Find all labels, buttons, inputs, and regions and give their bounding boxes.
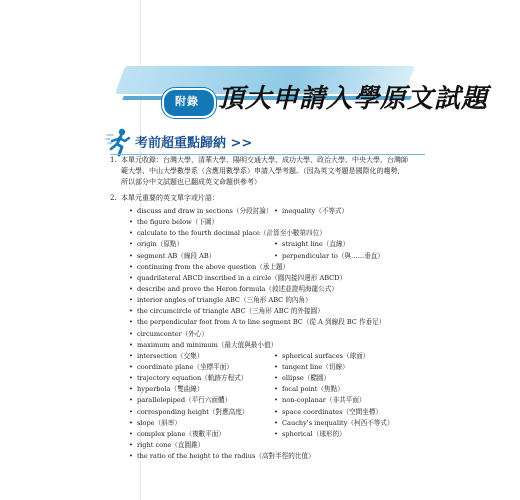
vocabulary-list	[129, 206, 410, 462]
vocabulary-term-text: segment AB（線段 AB）	[137, 251, 216, 260]
vocabulary-row	[129, 239, 410, 250]
vocabulary-term-text: maximum and minimum（最大值與最小值）	[137, 340, 278, 349]
vocabulary-row	[129, 440, 410, 451]
vocabulary-term	[129, 351, 274, 362]
bullet-icon: •	[274, 251, 278, 260]
vocabulary-term-text: tangent line（切線）	[282, 362, 349, 371]
vocabulary-row	[129, 306, 410, 317]
vocabulary-term-text: coordinate plane（坐標平面）	[137, 362, 233, 371]
vocabulary-term	[129, 407, 274, 418]
vocabulary-row	[129, 273, 410, 284]
vocabulary-term	[129, 429, 274, 440]
vocabulary-term-text: parallelepiped（平行六面體）	[137, 396, 232, 405]
bullet-icon: •	[129, 340, 133, 349]
vocabulary-term	[274, 373, 330, 384]
bullet-icon: •	[129, 296, 133, 305]
vocabulary-term	[129, 251, 274, 262]
bullet-icon: •	[129, 273, 133, 282]
vocabulary-row	[129, 206, 410, 217]
bullet-icon: •	[129, 374, 133, 383]
vocabulary-term-text: the figure below（下圖）	[137, 218, 219, 227]
vocabulary-row	[129, 418, 410, 429]
vocabulary-term-text: spherical surfaces（球面）	[282, 351, 370, 360]
bullet-icon: •	[274, 396, 278, 405]
vocabulary-term	[129, 284, 338, 295]
vocabulary-term-text: hyperbola（雙曲線）	[137, 385, 204, 394]
vocabulary-term	[129, 384, 274, 395]
vocabulary-term	[129, 329, 274, 340]
vocabulary-row	[129, 217, 410, 228]
vocabulary-term	[129, 451, 315, 462]
bullet-icon: •	[274, 240, 278, 249]
list-item	[110, 193, 410, 204]
bullet-icon: •	[129, 251, 133, 260]
vocabulary-row	[129, 373, 410, 384]
vocabulary-row	[129, 295, 410, 306]
vocabulary-term	[129, 395, 274, 406]
bullet-icon: •	[129, 240, 133, 249]
vocabulary-term-text: intersection（交集）	[137, 351, 204, 360]
vocabulary-term	[274, 395, 366, 406]
vocabulary-term	[274, 351, 369, 362]
vocabulary-row	[129, 251, 410, 262]
bullet-icon: •	[129, 307, 133, 316]
vocabulary-term	[274, 239, 349, 250]
vocabulary-row	[129, 451, 410, 462]
vocabulary-term	[129, 418, 274, 429]
bullet-icon: •	[129, 229, 133, 238]
bullet-icon: •	[274, 385, 278, 394]
bullet-icon: •	[129, 385, 133, 394]
content-body	[110, 155, 410, 462]
vocabulary-row	[129, 362, 410, 373]
vocabulary-term	[274, 418, 394, 429]
vocabulary-term	[129, 295, 312, 306]
vocabulary-term-text: Cauchy's inequality（柯西不等式）	[282, 418, 394, 427]
vocabulary-term-text: non-coplanar（非共平面）	[282, 396, 366, 405]
vocabulary-term-text: calculate to the fourth decimal place（計算至小數第四位）	[137, 229, 326, 238]
vocabulary-term-text: ellipse（橢圓）	[282, 374, 331, 383]
bullet-icon: •	[129, 284, 133, 293]
section-title: 考前超重點歸納 >>	[135, 136, 253, 151]
vocabulary-row	[129, 228, 410, 239]
bullet-icon: •	[129, 440, 133, 449]
bullet-icon: •	[129, 351, 133, 360]
bullet-icon: •	[129, 429, 133, 438]
vocabulary-term-text: the ratio of the height to the radius（高對半徑的比值）	[137, 452, 315, 461]
item-text: 本單元收錄：台灣大學、清華大學、陽明交通大學、成功大學、政治大學、中央大學、台灣師範大學、中山大學數學系（含應用數學系）申請入學考題。（因為英文考題是國際化的趨勢，所以部分中文試題也已翻成英文命題供參考）	[121, 156, 408, 186]
vocabulary-term-text: continuing from the above question（承上題）	[137, 262, 290, 271]
bullet-icon: •	[129, 396, 133, 405]
item-text: 本單元重要的英文單字或片語：	[121, 194, 219, 202]
vocabulary-term	[129, 317, 386, 328]
bullet-icon: •	[274, 362, 278, 371]
vocabulary-row	[129, 429, 410, 440]
runner-icon	[105, 127, 135, 157]
bullet-icon: •	[129, 362, 133, 371]
bullet-icon: •	[274, 429, 278, 438]
vocabulary-term-text: origin（原點）	[137, 240, 184, 249]
bullet-icon: •	[129, 452, 133, 461]
bullet-icon: •	[129, 218, 133, 227]
vocabulary-term-text: the perpendicular foot from A to line segment BC（從 A 到線段 BC 作垂足）	[137, 318, 386, 327]
bullet-icon: •	[129, 418, 133, 427]
bullet-icon: •	[129, 329, 133, 338]
page-header	[0, 0, 520, 125]
vocabulary-term	[274, 384, 344, 395]
vocabulary-term	[129, 228, 326, 239]
item-number: 1.	[110, 156, 117, 164]
vocabulary-term	[274, 362, 349, 373]
vocabulary-term-text: spherical（球形的）	[282, 429, 346, 438]
vocabulary-row	[129, 395, 410, 406]
vocabulary-term-text: corresponding height（對應高度）	[137, 407, 249, 416]
vocabulary-term-text: complex plane（複數平面）	[137, 429, 225, 438]
vocabulary-row	[129, 407, 410, 418]
vocabulary-term-text: straight line（直線）	[282, 240, 350, 249]
vocabulary-term	[274, 407, 382, 418]
bullet-icon: •	[274, 374, 278, 383]
vocabulary-row	[129, 284, 410, 295]
vocabulary-term-text: right cone（直圓錐）	[137, 440, 205, 449]
vocabulary-row	[129, 262, 410, 273]
vocabulary-term-text: quadrilateral ABCD inscribed in a circle（圓內接四邊形 ABCD）	[137, 273, 347, 282]
page-title: 頂大申請入學原文試題	[218, 84, 489, 114]
vocabulary-row	[129, 317, 410, 328]
vocabulary-term-text: discuss and draw in sections（分段討論）	[137, 207, 273, 215]
item-number: 2.	[110, 194, 117, 202]
vocabulary-term-text: circumcenter（外心）	[137, 329, 209, 338]
vocabulary-term	[129, 262, 290, 273]
vocabulary-term-text: describe and prove the Heron formula（敘述並證明海龍公式）	[137, 284, 338, 293]
bullet-icon: •	[274, 418, 278, 427]
vocabulary-term-text: slope（斜率）	[137, 418, 181, 427]
vocabulary-term-text: perpendicular to（與……垂直）	[282, 251, 384, 260]
appendix-badge-label: 附錄	[175, 95, 199, 108]
section-heading	[105, 127, 425, 157]
vocabulary-term-text: inequality（不等式）	[282, 207, 349, 215]
vocabulary-term-text: interior angles of triangle ABC（三角形 ABC 的內角）	[137, 296, 312, 305]
vocabulary-term-text: the circumcircle of triangle ABC（三角形 ABC 的外接圓）	[137, 307, 324, 316]
bullet-icon: •	[129, 407, 133, 416]
vocabulary-term	[274, 429, 346, 440]
vocabulary-term-text: trajectory equation（軌跡方程式）	[137, 374, 248, 383]
vocabulary-term-text: focal point（焦點）	[282, 385, 344, 394]
vocabulary-term-text: space coordinates（空間坐標）	[282, 407, 383, 416]
vocabulary-term	[129, 340, 278, 351]
vocabulary-term	[129, 362, 274, 373]
appendix-badge	[162, 88, 212, 114]
vocabulary-row	[129, 340, 410, 351]
vocabulary-term	[274, 251, 384, 262]
bullet-icon: •	[274, 407, 278, 416]
list-item	[110, 155, 410, 188]
vocabulary-term	[129, 440, 274, 451]
vocabulary-term	[129, 239, 274, 250]
vocabulary-row	[129, 384, 410, 395]
bullet-icon: •	[129, 207, 133, 215]
vocabulary-row	[129, 329, 410, 340]
vocabulary-term	[129, 306, 324, 317]
bullet-icon: •	[274, 351, 278, 360]
vocabulary-term	[129, 373, 274, 384]
vocabulary-term	[129, 206, 274, 217]
vocabulary-term	[129, 217, 274, 228]
vocabulary-term	[274, 206, 348, 217]
vocabulary-row	[129, 351, 410, 362]
bullet-icon: •	[129, 318, 133, 327]
bullet-icon: •	[129, 262, 133, 271]
bullet-icon: •	[274, 207, 278, 215]
vocabulary-term	[129, 273, 347, 284]
